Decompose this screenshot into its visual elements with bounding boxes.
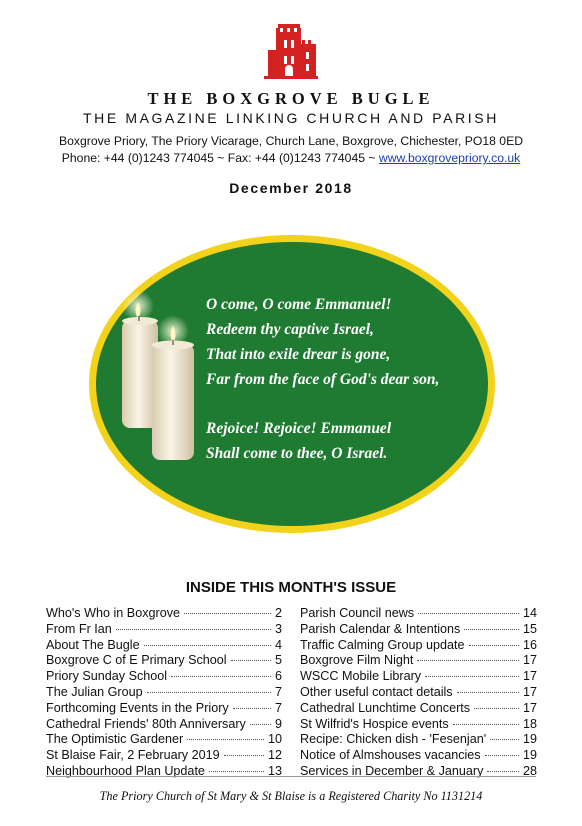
candle-front-icon bbox=[152, 315, 194, 460]
verse-line: Shall come to thee, O Israel. bbox=[206, 445, 388, 462]
verse-line: O come, O come Emmanuel! bbox=[206, 296, 392, 313]
contents-entry[interactable]: Who's Who in Boxgrove 2 bbox=[46, 606, 282, 620]
website-link[interactable]: www.boxgrovepriory.co.uk bbox=[378, 151, 521, 165]
contents-entry[interactable]: Recipe: Chicken dish - 'Fesenjan' 19 bbox=[300, 732, 537, 747]
contents-entry[interactable]: Parish Calendar & Intentions 15 bbox=[300, 621, 537, 636]
contents-left-column bbox=[46, 606, 282, 780]
contents-entry[interactable]: Neighbourhood Plan Update 13 bbox=[46, 763, 282, 778]
contents-entry[interactable]: The Julian Group 7 bbox=[46, 684, 282, 699]
footer-divider bbox=[46, 776, 536, 777]
contents-entry[interactable]: The Optimistic Gardener 10 bbox=[46, 732, 282, 747]
verse-line: Redeem thy captive Israel, bbox=[206, 321, 374, 338]
contents-entry[interactable]: Boxgrove Film Night 17 bbox=[300, 653, 537, 668]
contents-entry[interactable]: St Blaise Fair, 2 February 2019 12 bbox=[46, 748, 282, 763]
contents-entry[interactable]: Notice of Almshouses vacancies 19 bbox=[300, 748, 537, 763]
verse-line: That into exile drear is gone, bbox=[206, 346, 391, 363]
contents-heading: INSIDE THIS MONTH'S ISSUE bbox=[185, 579, 397, 596]
contents-entry[interactable]: St Wilfrid's Hospice events 18 bbox=[300, 716, 537, 731]
contents-right-column bbox=[300, 606, 537, 780]
verse-line: Rejoice! Rejoice! Emmanuel bbox=[206, 420, 392, 437]
address-line: Boxgrove Priory, The Priory Vicarage, Church Lane, Boxgrove, Chichester, PO18 0ED bbox=[58, 134, 524, 148]
contents-entry[interactable]: Services in December & January 28 bbox=[300, 763, 537, 778]
contents-entry[interactable]: Forthcoming Events in the Priory 7 bbox=[46, 700, 282, 715]
contents-entry[interactable]: From Fr Ian 3 bbox=[46, 621, 282, 636]
contents-entry[interactable]: WSCC Mobile Library 17 bbox=[300, 669, 537, 684]
advent-verse bbox=[206, 292, 439, 466]
contents-entry[interactable]: Other useful contact details 17 bbox=[300, 684, 537, 699]
contents-entry[interactable]: Parish Council news 14 bbox=[300, 606, 537, 620]
contents-entry[interactable]: Cathedral Friends' 80th Anniversary 9 bbox=[46, 716, 282, 731]
magazine-title: THE BOXGROVE BUGLE bbox=[147, 89, 435, 108]
priory-logo-icon bbox=[264, 22, 318, 80]
contents-entry[interactable]: Cathedral Lunchtime Concerts 17 bbox=[300, 700, 537, 715]
contents-entry[interactable]: Boxgrove C of E Primary School 5 bbox=[46, 653, 282, 668]
phone-fax-text: Phone: +44 (0)1243 774045 ~ Fax: +44 (0)1243 774045 ~ bbox=[61, 151, 379, 165]
charity-footer: The Priory Church of St Mary & St Blaise is a Registered Charity No 1131214 bbox=[99, 789, 483, 803]
verse-line: Far from the face of God's dear son, bbox=[206, 371, 440, 388]
contents-entry[interactable]: About The Bugle 4 bbox=[46, 637, 282, 652]
contact-line bbox=[0, 151, 582, 165]
contents-entry[interactable]: Priory Sunday School 6 bbox=[46, 669, 282, 684]
issue-date: December 2018 bbox=[229, 180, 353, 196]
contents-entry[interactable]: Traffic Calming Group update 16 bbox=[300, 637, 537, 652]
magazine-subtitle: THE MAGAZINE LINKING CHURCH AND PARISH bbox=[83, 110, 499, 126]
